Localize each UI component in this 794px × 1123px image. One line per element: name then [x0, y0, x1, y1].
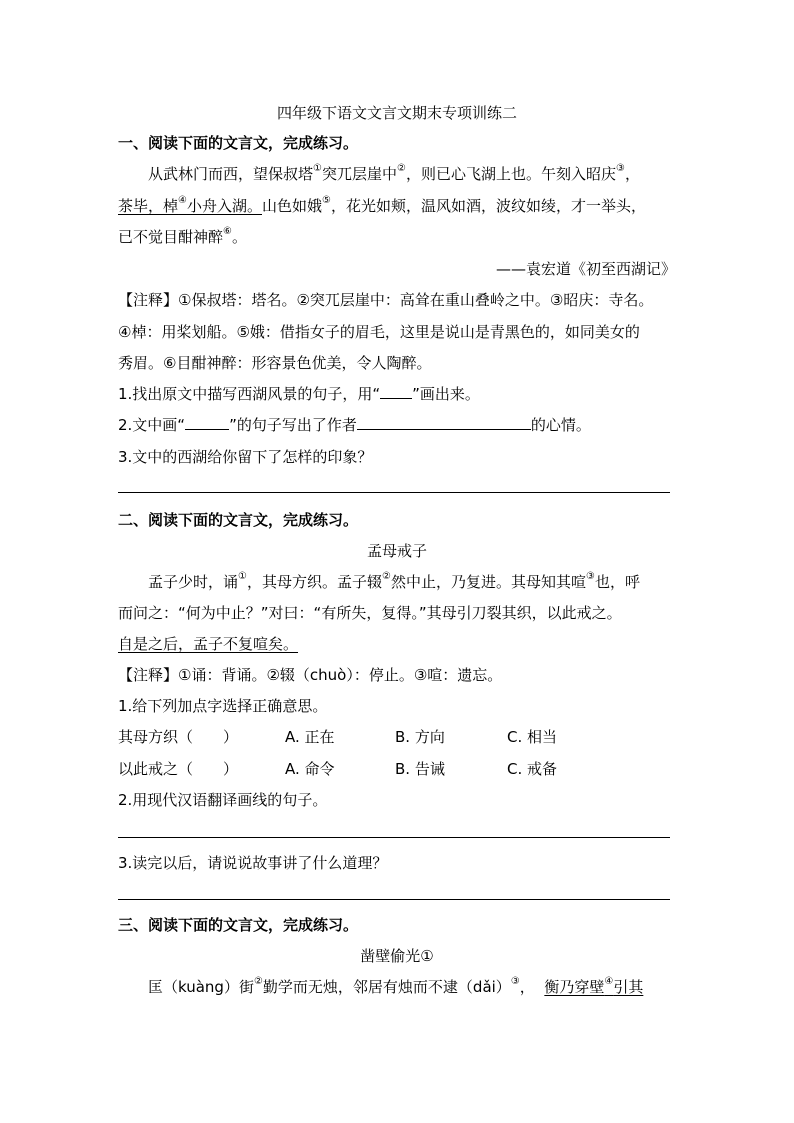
passage-2-title: 孟母戒子	[366, 542, 427, 560]
section-2-heading: 二、阅读下面的文言文，完成练习。	[118, 511, 359, 529]
answer-line[interactable]	[118, 899, 670, 900]
underlined-sentence: 衡乃穿壁④引其	[544, 976, 644, 996]
question-2-1: 1.给下列加点字选择正确意思。	[118, 697, 328, 715]
answer-line[interactable]	[118, 837, 670, 838]
answer-blank[interactable]	[357, 415, 531, 430]
footnote-marker: ②	[397, 163, 406, 174]
underlined-sentence: 茶毕，棹④小舟入湖。	[118, 195, 262, 215]
notes-1-line-3: 秀眉。⑥目酣神醉：形容景色优美，令人陶醉。	[118, 354, 432, 372]
worksheet-title: 四年级下语文文言文期末专项训练二	[276, 104, 517, 122]
passage-2-line-1: 孟子少时，诵①，其母方织。孟子辍②然中止，乃复进。其母知其喧③也，呼	[148, 571, 640, 591]
section-1-heading: 一、阅读下面的文言文，完成练习。	[118, 134, 359, 152]
passage-1-line-3: 已不觉目酣神醉⑥。	[118, 226, 247, 246]
question-1-2: 2.文中画“ ”的句子写出了作者 的心情。	[118, 416, 591, 434]
footnote-marker: ③	[615, 163, 625, 174]
passage-2-line-2: 而问之：“何为中止？”对曰：“有所失，复得。”其母引刀裂其织，以此戒之。	[118, 604, 622, 622]
choice-option-c[interactable]: C. 戒备	[507, 760, 558, 778]
passage-1-line-1: 从武林门而西，望保叔塔①突兀层崖中②，则已心飞湖上也。午刻入昭庆③，	[148, 163, 640, 183]
choice-stem: 以此戒之（ ）	[118, 760, 239, 778]
answer-line[interactable]	[118, 492, 670, 493]
footnote-marker: ②	[253, 976, 263, 987]
question-2-2: 2.用现代汉语翻译画线的句子。	[118, 791, 328, 809]
answer-blank	[185, 415, 229, 430]
choice-option-a[interactable]: A. 正在	[285, 728, 335, 746]
footnote-marker: ④	[178, 195, 187, 206]
footnote-marker: ③	[510, 976, 520, 987]
question-2-3: 3.读完以后，请说说故事讲了什么道理？	[118, 854, 388, 872]
notes-1-line-1: 【注释】①保叔塔：塔名。②突兀层崖中：高耸在重山叠岭之中。③昭庆：寺名。	[118, 291, 654, 309]
notes-2: 【注释】①诵：背诵。②辍（chuò）：停止。③喧：遗忘。	[118, 666, 503, 684]
notes-1-line-2: ④棹：用桨划船。⑤娥：借指女子的眉毛，这里是说山是青黑色的，如同美女的	[118, 323, 640, 341]
section-3-heading: 三、阅读下面的文言文，完成练习。	[118, 916, 359, 934]
footnote-marker: ②	[382, 571, 391, 582]
answer-blank[interactable]	[380, 384, 412, 399]
choice-stem: 其母方织（ ）	[118, 728, 239, 746]
footnote-marker: ⑥	[223, 226, 232, 237]
question-1-3: 3.文中的西湖给你留下了怎样的印象？	[118, 448, 373, 466]
question-1-1: 1.找出原文中描写西湖风景的句子，用“ ”画出来。	[118, 385, 480, 403]
choice-option-c[interactable]: C. 相当	[507, 728, 558, 746]
footnote-marker: ③	[585, 571, 595, 582]
passage-1-line-2: 茶毕，棹④小舟入湖。山色如娥⑤，花光如颊，温风如酒，波纹如绫，才一举头，	[118, 195, 646, 215]
passage-3-line-1: 匡（kuàng）街②勤学而无烛，邻居有烛而不逮（dǎi）③， 衡乃穿壁④引其	[148, 976, 644, 996]
underlined-sentence: 自是之后，孟子不复喧矣。	[118, 635, 299, 653]
choice-option-b[interactable]: B. 方向	[395, 728, 445, 746]
passage-3-title: 凿壁偷光①	[360, 947, 434, 965]
choice-option-a[interactable]: A. 命令	[285, 760, 335, 778]
footnote-marker: ⑤	[322, 195, 331, 206]
passage-1-source: ——袁宏道《初至西湖记》	[495, 260, 676, 278]
choice-option-b[interactable]: B. 告诫	[395, 760, 445, 778]
footnote-marker: ④	[604, 976, 614, 987]
footnote-marker: ①	[313, 163, 322, 174]
footnote-marker: ①	[238, 571, 247, 582]
